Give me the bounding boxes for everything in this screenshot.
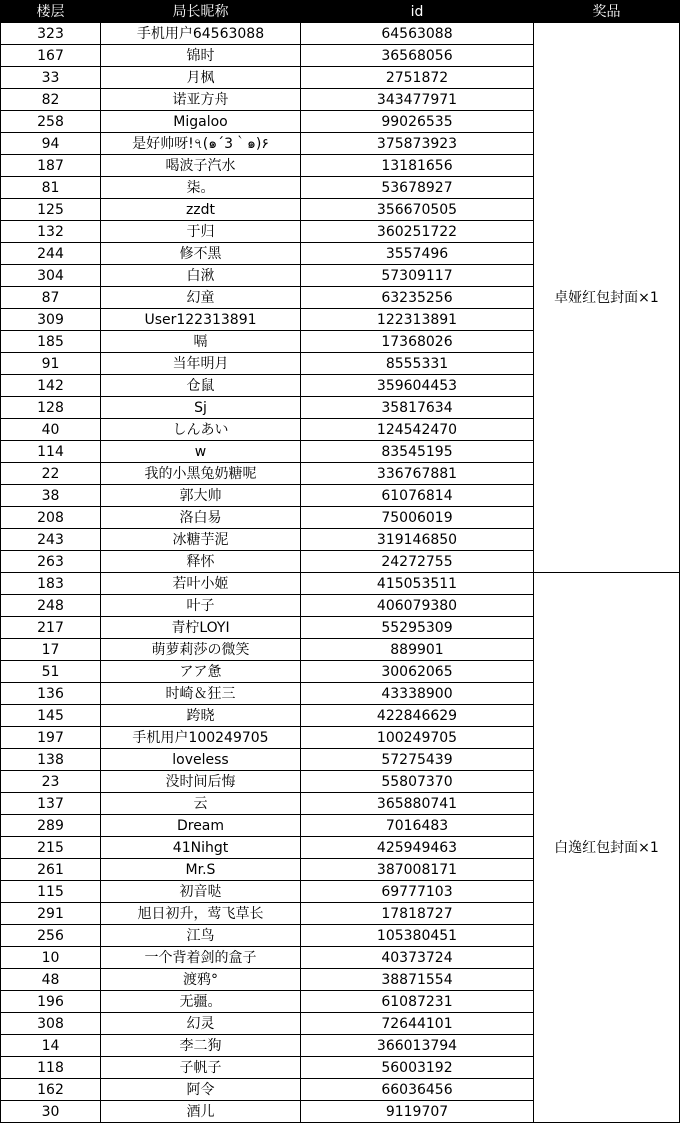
nickname-cell: 洛白易 bbox=[101, 507, 301, 529]
id-cell: 57309117 bbox=[301, 265, 534, 287]
nickname-cell: 一个背着剑的盒子 bbox=[101, 947, 301, 969]
floor-cell: 162 bbox=[1, 1079, 101, 1101]
id-cell: 105380451 bbox=[301, 925, 534, 947]
floor-cell: 30 bbox=[1, 1101, 101, 1123]
floor-cell: 291 bbox=[1, 903, 101, 925]
id-cell: 66036456 bbox=[301, 1079, 534, 1101]
floor-cell: 94 bbox=[1, 133, 101, 155]
id-cell: 57275439 bbox=[301, 749, 534, 771]
id-cell: 375873923 bbox=[301, 133, 534, 155]
floor-cell: 197 bbox=[1, 727, 101, 749]
nickname-cell: 萌萝莉莎の微笑 bbox=[101, 639, 301, 661]
floor-cell: 256 bbox=[1, 925, 101, 947]
nickname-cell: 冰糖芋泥 bbox=[101, 529, 301, 551]
id-cell: 69777103 bbox=[301, 881, 534, 903]
floor-cell: 115 bbox=[1, 881, 101, 903]
nickname-cell: 手机用户64563088 bbox=[101, 23, 301, 45]
floor-cell: 82 bbox=[1, 89, 101, 111]
floor-cell: 308 bbox=[1, 1013, 101, 1035]
floor-cell: 208 bbox=[1, 507, 101, 529]
floor-cell: 51 bbox=[1, 661, 101, 683]
id-cell: 406079380 bbox=[301, 595, 534, 617]
header-floor: 楼层 bbox=[1, 1, 101, 23]
floor-cell: 145 bbox=[1, 705, 101, 727]
id-cell: 30062065 bbox=[301, 661, 534, 683]
id-cell: 124542470 bbox=[301, 419, 534, 441]
table-header bbox=[1, 1, 680, 23]
floor-cell: 14 bbox=[1, 1035, 101, 1057]
id-cell: 122313891 bbox=[301, 309, 534, 331]
nickname-cell: 云 bbox=[101, 793, 301, 815]
floor-cell: 244 bbox=[1, 243, 101, 265]
floor-cell: 132 bbox=[1, 221, 101, 243]
id-cell: 9119707 bbox=[301, 1101, 534, 1123]
nickname-cell: loveless bbox=[101, 749, 301, 771]
nickname-cell: Dream bbox=[101, 815, 301, 837]
header-id: id bbox=[301, 1, 534, 23]
nickname-cell: 释怀 bbox=[101, 551, 301, 573]
id-cell: 425949463 bbox=[301, 837, 534, 859]
id-cell: 35817634 bbox=[301, 397, 534, 419]
id-cell: 343477971 bbox=[301, 89, 534, 111]
floor-cell: 215 bbox=[1, 837, 101, 859]
floor-cell: 136 bbox=[1, 683, 101, 705]
floor-cell: 10 bbox=[1, 947, 101, 969]
id-cell: 61076814 bbox=[301, 485, 534, 507]
nickname-cell: 青柠LOYI bbox=[101, 617, 301, 639]
floor-cell: 22 bbox=[1, 463, 101, 485]
id-cell: 336767881 bbox=[301, 463, 534, 485]
floor-cell: 304 bbox=[1, 265, 101, 287]
floor-cell: 187 bbox=[1, 155, 101, 177]
nickname-cell: User122313891 bbox=[101, 309, 301, 331]
id-cell: 356670505 bbox=[301, 199, 534, 221]
id-cell: 75006019 bbox=[301, 507, 534, 529]
nickname-cell: 嗝 bbox=[101, 331, 301, 353]
nickname-cell: 白湫 bbox=[101, 265, 301, 287]
nickname-cell: 是好帅呀!৭(๑´3｀๑)۶ bbox=[101, 133, 301, 155]
nickname-cell: 锦时 bbox=[101, 45, 301, 67]
id-cell: 365880741 bbox=[301, 793, 534, 815]
nickname-cell: 我的小黑兔奶糖呢 bbox=[101, 463, 301, 485]
floor-cell: 40 bbox=[1, 419, 101, 441]
id-cell: 55295309 bbox=[301, 617, 534, 639]
id-cell: 359604453 bbox=[301, 375, 534, 397]
nickname-cell: 酒儿 bbox=[101, 1101, 301, 1123]
nickname-cell: 初音哒 bbox=[101, 881, 301, 903]
floor-cell: 309 bbox=[1, 309, 101, 331]
floor-cell: 125 bbox=[1, 199, 101, 221]
id-cell: 366013794 bbox=[301, 1035, 534, 1057]
nickname-cell: 修不黑 bbox=[101, 243, 301, 265]
floor-cell: 258 bbox=[1, 111, 101, 133]
nickname-cell: 于归 bbox=[101, 221, 301, 243]
nickname-cell: Sj bbox=[101, 397, 301, 419]
floor-cell: 17 bbox=[1, 639, 101, 661]
nickname-cell: 幻灵 bbox=[101, 1013, 301, 1035]
id-cell: 3557496 bbox=[301, 243, 534, 265]
nickname-cell: アア惫 bbox=[101, 661, 301, 683]
floor-cell: 142 bbox=[1, 375, 101, 397]
id-cell: 2751872 bbox=[301, 67, 534, 89]
id-cell: 387008171 bbox=[301, 859, 534, 881]
floor-cell: 217 bbox=[1, 617, 101, 639]
floor-cell: 81 bbox=[1, 177, 101, 199]
header-row bbox=[1, 1, 680, 23]
floor-cell: 91 bbox=[1, 353, 101, 375]
id-cell: 8555331 bbox=[301, 353, 534, 375]
id-cell: 56003192 bbox=[301, 1057, 534, 1079]
floor-cell: 248 bbox=[1, 595, 101, 617]
nickname-cell: zzdt bbox=[101, 199, 301, 221]
nickname-cell: 手机用户100249705 bbox=[101, 727, 301, 749]
nickname-cell: しんあい bbox=[101, 419, 301, 441]
id-cell: 17818727 bbox=[301, 903, 534, 925]
nickname-cell: 江鸟 bbox=[101, 925, 301, 947]
nickname-cell: 李二狗 bbox=[101, 1035, 301, 1057]
floor-cell: 114 bbox=[1, 441, 101, 463]
prize-cell: 白逸红包封面×1 bbox=[534, 573, 680, 1123]
id-cell: 17368026 bbox=[301, 331, 534, 353]
nickname-cell: 渡鸦° bbox=[101, 969, 301, 991]
floor-cell: 118 bbox=[1, 1057, 101, 1079]
floor-cell: 128 bbox=[1, 397, 101, 419]
floor-cell: 323 bbox=[1, 23, 101, 45]
id-cell: 360251722 bbox=[301, 221, 534, 243]
id-cell: 63235256 bbox=[301, 287, 534, 309]
nickname-cell: Migaloo bbox=[101, 111, 301, 133]
floor-cell: 261 bbox=[1, 859, 101, 881]
nickname-cell: 41Nihgt bbox=[101, 837, 301, 859]
floor-cell: 263 bbox=[1, 551, 101, 573]
floor-cell: 167 bbox=[1, 45, 101, 67]
floor-cell: 137 bbox=[1, 793, 101, 815]
nickname-cell: 郭大帅 bbox=[101, 485, 301, 507]
id-cell: 38871554 bbox=[301, 969, 534, 991]
nickname-cell: 幻童 bbox=[101, 287, 301, 309]
id-cell: 61087231 bbox=[301, 991, 534, 1013]
table-row bbox=[1, 573, 680, 595]
id-cell: 83545195 bbox=[301, 441, 534, 463]
nickname-cell: Mr.S bbox=[101, 859, 301, 881]
nickname-cell: 旭日初升，莺飞草长 bbox=[101, 903, 301, 925]
floor-cell: 87 bbox=[1, 287, 101, 309]
nickname-cell: 柒。 bbox=[101, 177, 301, 199]
id-cell: 36568056 bbox=[301, 45, 534, 67]
nickname-cell: 月枫 bbox=[101, 67, 301, 89]
id-cell: 55807370 bbox=[301, 771, 534, 793]
nickname-cell: 无疆。 bbox=[101, 991, 301, 1013]
floor-cell: 243 bbox=[1, 529, 101, 551]
floor-cell: 289 bbox=[1, 815, 101, 837]
floor-cell: 33 bbox=[1, 67, 101, 89]
table-row bbox=[1, 23, 680, 45]
id-cell: 415053511 bbox=[301, 573, 534, 595]
floor-cell: 138 bbox=[1, 749, 101, 771]
id-cell: 319146850 bbox=[301, 529, 534, 551]
id-cell: 100249705 bbox=[301, 727, 534, 749]
floor-cell: 196 bbox=[1, 991, 101, 1013]
table-body bbox=[1, 23, 680, 1123]
id-cell: 72644101 bbox=[301, 1013, 534, 1035]
prize-cell: 卓娅红包封面×1 bbox=[534, 23, 680, 573]
nickname-cell: 诺亚方舟 bbox=[101, 89, 301, 111]
nickname-cell: 喝波子汽水 bbox=[101, 155, 301, 177]
nickname-cell: 当年明月 bbox=[101, 353, 301, 375]
floor-cell: 183 bbox=[1, 573, 101, 595]
nickname-cell: 子帆子 bbox=[101, 1057, 301, 1079]
id-cell: 889901 bbox=[301, 639, 534, 661]
nickname-cell: 叶子 bbox=[101, 595, 301, 617]
id-cell: 7016483 bbox=[301, 815, 534, 837]
nickname-cell: 仓鼠 bbox=[101, 375, 301, 397]
id-cell: 40373724 bbox=[301, 947, 534, 969]
id-cell: 53678927 bbox=[301, 177, 534, 199]
floor-cell: 38 bbox=[1, 485, 101, 507]
nickname-cell: 若叶小姬 bbox=[101, 573, 301, 595]
nickname-cell: 没时间后悔 bbox=[101, 771, 301, 793]
floor-cell: 48 bbox=[1, 969, 101, 991]
id-cell: 13181656 bbox=[301, 155, 534, 177]
header-nickname: 局长昵称 bbox=[101, 1, 301, 23]
nickname-cell: 跨晓 bbox=[101, 705, 301, 727]
id-cell: 64563088 bbox=[301, 23, 534, 45]
header-prize: 奖品 bbox=[534, 1, 680, 23]
id-cell: 24272755 bbox=[301, 551, 534, 573]
floor-cell: 23 bbox=[1, 771, 101, 793]
id-cell: 99026535 bbox=[301, 111, 534, 133]
id-cell: 422846629 bbox=[301, 705, 534, 727]
id-cell: 43338900 bbox=[301, 683, 534, 705]
floor-cell: 185 bbox=[1, 331, 101, 353]
nickname-cell: 时崎＆狂三 bbox=[101, 683, 301, 705]
nickname-cell: 阿令 bbox=[101, 1079, 301, 1101]
nickname-cell: w bbox=[101, 441, 301, 463]
